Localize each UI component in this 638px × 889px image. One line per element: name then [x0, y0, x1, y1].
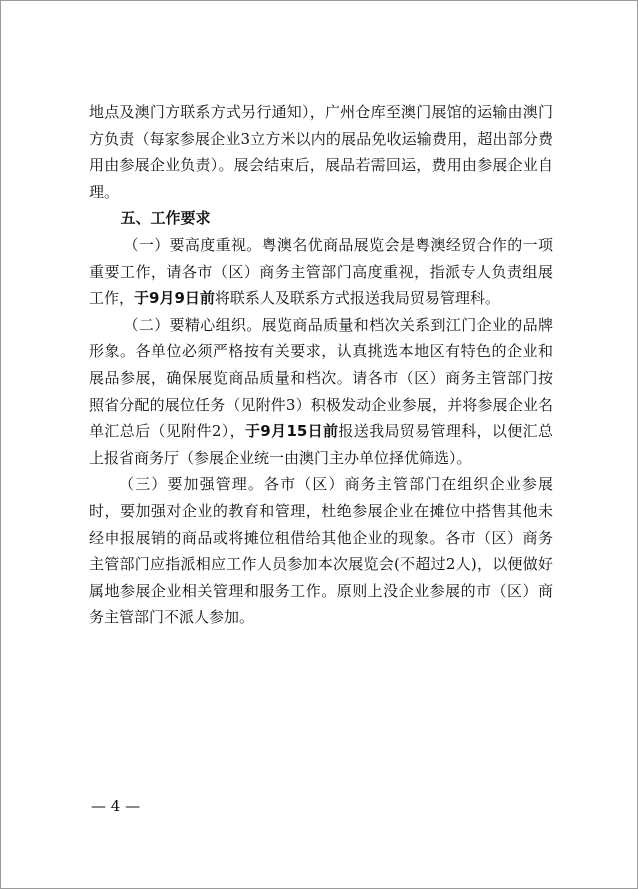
deadline-sept-9: 于9月9日前: [134, 289, 215, 308]
section-heading-work-requirements: 五、工作要求: [120, 209, 211, 228]
paragraph-management: （三）要加强管理。各市（区）商务主管部门在组织企业参展时，要加强对企业的教育和管理，杜绝参展企业在摊位中搭售其他未经申报展销的商品或将摊位租借给其他企业的现象。各市（区）商务主管部门应指派相应工作人员参加本次展览会(不超过2人)，以便做好属地参展企业相关管理和服务工作。原则上没企业参展的市（区）商务主管部门不派人参加。: [89, 475, 553, 627]
document-body: [89, 99, 553, 631]
paragraph-transport: 地点及澳门方联系方式另行通知），广州仓库至澳门展馆的运输由澳门方负责（每家参展企业3立方米以内的展品免收运输费用，超出部分费用由参展企业负责）。展会结束后，展品若需回运，费用由参展企业自理。: [89, 103, 553, 201]
paragraph-organization-text-a: （二）要精心组织。展览商品质量和档次关系到江门企业的品牌形象。各单位必须严格按有关要求，认真挑选本地区有特色的企业和展品参展，确保展览商品质量和档次。请各市（区）商务主管部门按照省分配的展位任务（见附件3）积极发动企业参展，并将参展企业名单汇总后（见附件2），: [89, 315, 553, 441]
deadline-sept-15: 于9月15日前: [244, 422, 339, 441]
paragraph-attention: [89, 232, 553, 312]
paragraph-attention-text-b: 将联系人及联系方式报送我局贸易管理科。: [214, 289, 500, 308]
paragraph-organization-text-b: 报送我局贸易管理科，以便汇总上报省商务厅（参展企业统一由澳门主办单位择优筛选）。: [89, 422, 553, 467]
paragraph-organization: [89, 312, 553, 472]
page-number: — 4 —: [91, 797, 141, 815]
paragraph-attention-text-a: （一）要高度重视。粤澳名优商品展览会是粤澳经贸合作的一项重要工作，请各市（区）商务主管部门高度重视，指派专人负责组展工作，: [89, 235, 553, 308]
